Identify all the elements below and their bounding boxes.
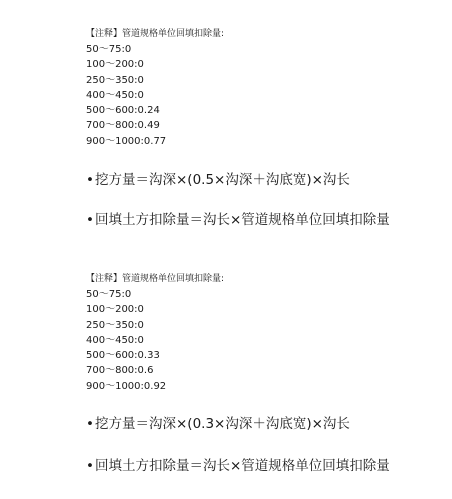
list-item: 100～200:0 (86, 304, 144, 316)
list-item: 50～75:0 (86, 289, 132, 300)
formula-text: 回填土方扣除量＝沟长×管道规格单位回填扣除量 (95, 458, 390, 474)
backfill-formula-1 (86, 211, 390, 229)
list-item: 400～450:0 (86, 334, 144, 346)
note-block-1 (86, 28, 446, 149)
formula-text: 挖方量＝沟深×(0.5×沟深＋沟底宽)×沟长 (95, 172, 350, 188)
list-item: 500～600:0.24 (86, 105, 160, 117)
formula-text: 回填土方扣除量＝沟长×管道规格单位回填扣除量 (95, 212, 390, 228)
list-item: 700～800:0.49 (86, 120, 160, 132)
list-item: 250～350:0 (86, 74, 144, 86)
list-item: 700～800:0.6 (86, 365, 154, 377)
bullet-icon: • (86, 212, 94, 228)
list-item: 900～1000:0.92 (86, 380, 167, 392)
note-title-2: 【注释】管道规格单位回填扣除量: (86, 274, 225, 284)
deduction-list-1 (86, 42, 446, 149)
note-block-2 (86, 273, 446, 394)
bullet-icon: • (86, 458, 94, 474)
bullet-icon: • (86, 172, 94, 188)
list-item: 500～600:0.33 (86, 350, 160, 362)
list-item: 250～350:0 (86, 319, 144, 331)
list-item: 100～200:0 (86, 59, 144, 71)
backfill-formula-2 (86, 457, 390, 475)
list-item: 900～1000:0.77 (86, 135, 167, 147)
excavation-formula-2 (86, 415, 350, 433)
list-item: 400～450:0 (86, 89, 144, 101)
note-title-1: 【注释】管道规格单位回填扣除量: (86, 29, 225, 39)
formula-text: 挖方量＝沟深×(0.3×沟深＋沟底宽)×沟长 (95, 416, 350, 432)
deduction-list-2 (86, 287, 446, 394)
list-item: 50～75:0 (86, 44, 132, 55)
bullet-icon: • (86, 416, 94, 432)
excavation-formula-1 (86, 171, 350, 189)
